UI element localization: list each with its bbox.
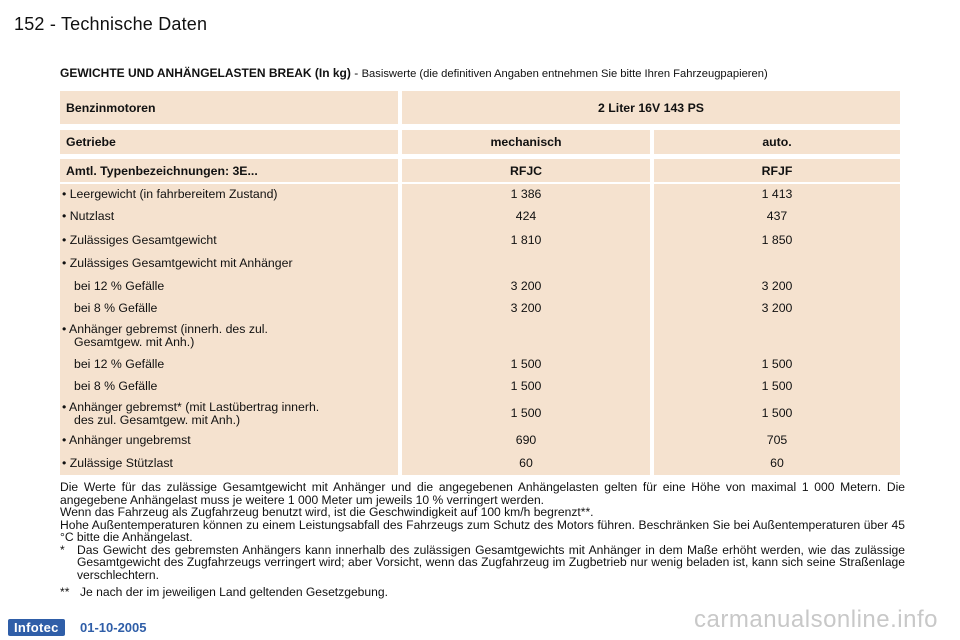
weights-table-body [60,184,900,475]
table-cell-auto: 60 [770,456,784,470]
table-row-label: • Leergewicht (in fahrbereitem Zustand) [62,187,278,201]
table-cell-auto: 3 200 [761,279,793,293]
table-row-label: bei 8 % Gefälle [74,301,158,315]
section-subtitle: Basiswerte (die definitiven Angaben entnehmen Sie bitte Ihren Fahrzeugpapieren) [361,68,768,80]
gearbox-auto: auto. [762,135,792,149]
gearbox-manual: mechanisch [490,135,562,149]
table-cell-manual: 1 500 [510,406,542,420]
table-row-label-cont: Gesamtgew. mit Anh.) [74,335,195,349]
page-header [14,14,207,35]
table-cell-auto: 1 500 [761,357,793,371]
table-cell-auto: 437 [766,209,788,223]
infotec-logo: Infotec [8,619,65,636]
table-cell-manual: 1 386 [510,187,542,201]
table-cell-manual: 690 [515,433,537,447]
engine-value: 2 Liter 16V 143 PS [598,101,704,115]
table-row-label: • Anhänger ungebremst [62,433,191,447]
header-separator: - [49,14,57,34]
footnote-mark: ** [60,585,70,599]
section-heading: GEWICHTE UND ANHÄNGELASTEN BREAK (In kg) [60,66,351,80]
footnote-mark: * [60,542,65,557]
table-row-label-cont: des zul. Gesamtgew. mit Anh.) [74,413,241,427]
table-cell-auto: 3 200 [761,301,793,315]
table-cell-auto: 1 850 [761,233,793,247]
table-row-label: bei 8 % Gefälle [74,379,158,393]
edition-date: 01-10-2005 [80,620,147,635]
page-number: 152 [14,14,45,34]
footnote-text: Das Gewicht des gebremsten Anhängers kann innerhalb des zulässigen Gesamtgewichts mit Anhänger in dem Maße erhöht werden, wie das zulässige Gesamtgewicht des Zugfahrzeugs verringert wird; aber Vorsicht, wenn das Zugfahrzeug im Zugbetrieb nur wenig beladen ist, kann sich seine Straßenlage verschlechtern. [77,542,905,582]
table-cell-manual: 1 810 [510,233,542,247]
type-manual: RFJC [509,164,543,178]
table-cell-auto: 1 500 [761,406,793,420]
section-dash: - [354,66,359,80]
table-cell-manual: 1 500 [510,379,542,393]
table-cell-manual: 60 [519,456,533,470]
note-altitude: Die Werte für das zulässige Gesamtgewicht mit Anhänger und die angegebenen Anhängelasten gelten für eine Höhe von maximal 1 000 Metern. Die angegebene Anhängelast muss je weitere 1 000 Meter um jeweils 10 % verringert werden. [60,480,905,507]
notes-section [60,481,905,599]
type-header-row [60,159,900,182]
gearbox-label: Getriebe [66,135,116,149]
table-row-label: • Zulässiges Gesamtgewicht [62,233,217,247]
note-temperature: Hohe Außentemperaturen können zu einem Leistungsabfall des Fahrzeugs zum Schutz des Motors führen. Beschränken Sie bei Außentemperaturen über 45 °C bitte die Anhängelast. [60,517,905,544]
page-title: Technische Daten [60,14,208,34]
table-cell-manual: 3 200 [510,301,542,315]
gearbox-header-row [60,130,900,154]
footnote-braked-trailer [60,544,905,582]
engine-label: Benzinmotoren [66,101,156,115]
type-label: Amtl. Typenbezeichnungen: 3E... [66,164,258,178]
footnote-legislation [60,586,905,599]
type-auto: RFJF [761,164,793,178]
table-row-label: bei 12 % Gefälle [74,357,165,371]
table-row-label: • Zulässiges Gesamtgewicht mit Anhänger [62,256,293,270]
footnote-text: Je nach der im jeweiligen Land geltenden Gesetzgebung. [80,585,388,599]
table-cell-manual: 424 [515,209,537,223]
section-title [60,66,920,80]
table-row-label: • Anhänger gebremst (innerh. des zul. [62,322,268,336]
table-cell-auto: 1 500 [761,379,793,393]
table-cell-auto: 705 [766,433,788,447]
table-row-label: • Anhänger gebremst* (mit Lastübertrag innerh. [62,400,320,414]
table-row-label: • Nutzlast [62,209,115,223]
watermark: carmanualsonline.info [694,606,938,633]
engine-header-row [60,91,900,124]
table-cell-manual: 3 200 [510,279,542,293]
table-row-label: bei 12 % Gefälle [74,279,165,293]
table-cell-manual: 1 500 [510,357,542,371]
table-cell-auto: 1 413 [761,187,793,201]
note-speed-limit: Wenn das Fahrzeug als Zugfahrzeug benutzt wird, ist die Geschwindigkeit auf 100 km/h begrenzt**. [60,505,594,519]
table-row-label: • Zulässige Stützlast [62,456,173,470]
